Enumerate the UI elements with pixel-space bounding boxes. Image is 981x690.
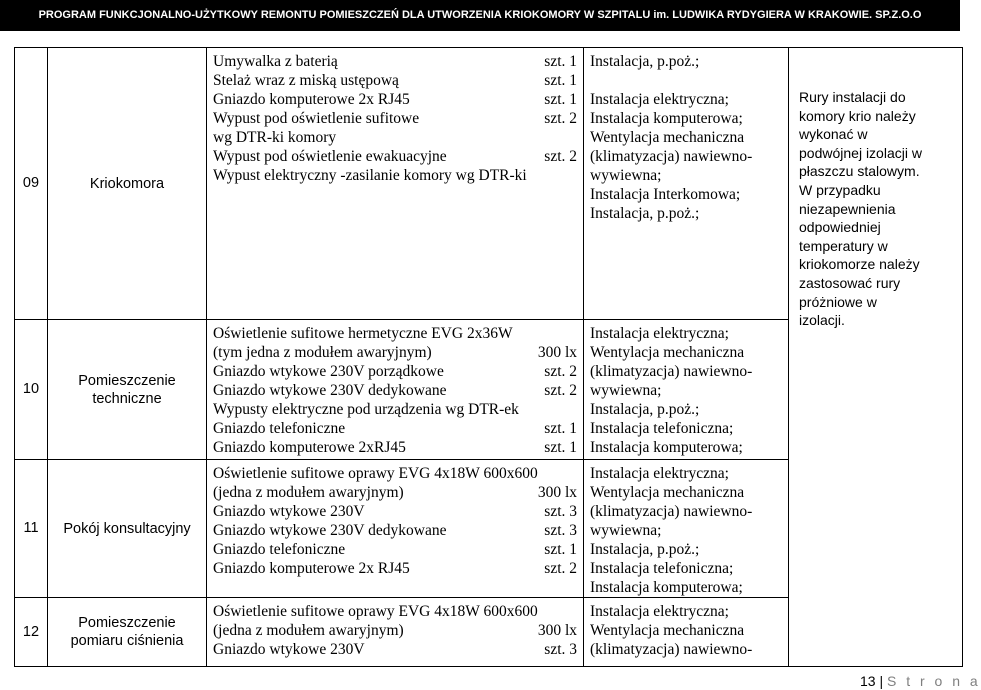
equipment-item: Oświetlenie sufitowe hermetyczne EVG 2x36W [213, 325, 513, 342]
equipment-item: Wypust elektryczny -zasilanie komory wg DTR-ki [213, 167, 527, 184]
equipment-cell [207, 48, 584, 320]
room-name: Pokój konsultacyjny [48, 460, 207, 598]
installations-cell [584, 598, 789, 667]
equipment-item: Umywalka z baterią [213, 53, 338, 70]
equipment-item: Gniazdo telefoniczne [213, 541, 346, 558]
room-name: Pomieszczenie pomiaru ciśnienia [48, 598, 207, 667]
equipment-line [213, 147, 577, 166]
note-line: próżniowe w [799, 293, 877, 310]
installation-line: Instalacja elektryczna; [590, 91, 729, 108]
equipment-item: Wypust pod oświetlenie ewakuacyjne [213, 148, 447, 165]
installation-line: Instalacja elektryczna; [590, 603, 729, 620]
installations-cell [584, 320, 789, 460]
note-line: Rury instalacji do [799, 89, 906, 105]
equipment-line [213, 502, 577, 521]
rooms-table [14, 47, 963, 667]
note-line: kriokomorze należy [799, 256, 920, 273]
page-label: S t r o n a [887, 673, 981, 689]
installations-cell [584, 48, 789, 320]
equipment-item: Oświetlenie sufitowe oprawy EVG 4x18W 600x600 [213, 603, 538, 620]
installation-line: Instalacja telefoniczna; [590, 560, 734, 577]
note-line: podwójnej izolacji w [799, 144, 922, 161]
room-name: Pomieszczenie techniczne [48, 320, 207, 460]
equipment-line [213, 128, 577, 147]
equipment-line [213, 166, 577, 185]
equipment-line [213, 71, 577, 90]
installation-line: Wentylacja mechaniczna [590, 344, 745, 361]
note-line: temperatury w [799, 237, 888, 254]
equipment-qty: szt. 2 [544, 560, 577, 577]
equipment-line [213, 343, 577, 362]
equipment-qty: szt. 2 [544, 382, 577, 399]
installation-line: Instalacja, p.poż.; [590, 401, 700, 418]
installation-line: Instalacja Interkomowa; [590, 186, 741, 203]
equipment-item: Gniazdo wtykowe 230V [213, 503, 365, 520]
equipment-line [213, 640, 577, 659]
page-footer [860, 673, 981, 689]
installation-line: Instalacja, p.poż.; [590, 205, 700, 222]
equipment-qty: szt. 1 [544, 72, 577, 89]
equipment-qty: szt. 1 [544, 439, 577, 456]
installation-line: Instalacja telefoniczna; [590, 420, 734, 437]
equipment-line [213, 381, 577, 400]
equipment-item: Gniazdo wtykowe 230V dedykowane [213, 522, 447, 539]
note-line: izolacji. [799, 312, 845, 329]
equipment-item: Gniazdo wtykowe 230V porządkowe [213, 363, 444, 380]
equipment-item: Wypust pod oświetlenie sufitowe [213, 110, 420, 127]
note-line: W przypadku [799, 181, 881, 198]
equipment-item: (jedna z modułem awaryjnym) [213, 484, 404, 501]
equipment-item: wg DTR-ki komory [213, 129, 337, 146]
equipment-line [213, 419, 577, 438]
room-name: Kriokomora [48, 48, 207, 320]
installation-line: wywiewna; [590, 522, 662, 539]
equipment-qty: szt. 1 [544, 53, 577, 70]
installations-cell [584, 460, 789, 598]
equipment-line [213, 602, 577, 621]
equipment-cell [207, 320, 584, 460]
installation-line: Instalacja elektryczna; [590, 325, 729, 342]
equipment-item: Gniazdo komputerowe 2x RJ45 [213, 91, 410, 108]
note-line: zastosować rury [799, 274, 901, 291]
installation-line: Instalacja, p.poż.; [590, 541, 700, 558]
equipment-item: Gniazdo komputerowe 2xRJ45 [213, 439, 406, 456]
installation-line: Instalacja elektryczna; [590, 465, 729, 482]
installation-line: Wentylacja mechaniczna [590, 484, 745, 501]
installation-line: Wentylacja mechaniczna [590, 129, 745, 146]
document-header: PROGRAM FUNKCJONALNO-UŻYTKOWY REMONTU POMIESZCZEŃ DLA UTWORZENIA KRIOKOMORY W SZPITALU im. LUDWIKA RYDYGIERA W KRAKOWIE. SP.Z.O.O [0, 0, 960, 31]
equipment-line [213, 540, 577, 559]
note-line: odpowiedniej [799, 219, 881, 236]
installation-line: wywiewna; [590, 382, 662, 399]
equipment-item: Stelaż wraz z miską ustępową [213, 72, 399, 89]
equipment-line [213, 52, 577, 71]
equipment-qty: 300 lx [537, 484, 577, 501]
equipment-line [213, 362, 577, 381]
equipment-qty: szt. 3 [544, 522, 577, 539]
equipment-qty: szt. 2 [544, 363, 577, 380]
equipment-qty: 300 lx [537, 622, 577, 639]
installation-line: Instalacja, p.poż.; [590, 53, 700, 70]
room-number: 09 [15, 48, 48, 320]
equipment-line [213, 464, 577, 483]
installation-line: (klimatyzacja) nawiewno- [590, 363, 753, 380]
equipment-item: (jedna z modułem awaryjnym) [213, 622, 404, 639]
equipment-line [213, 521, 577, 540]
equipment-item: Oświetlenie sufitowe oprawy EVG 4x18W 600x600 [213, 465, 538, 482]
table-row [15, 48, 963, 320]
equipment-line [213, 324, 577, 343]
installation-line: Instalacja komputerowa; [590, 439, 743, 456]
room-number: 12 [15, 598, 48, 667]
equipment-qty: szt. 2 [544, 110, 577, 127]
notes-cell [789, 48, 963, 667]
equipment-cell [207, 598, 584, 667]
equipment-line [213, 559, 577, 578]
equipment-item: (tym jedna z modułem awaryjnym) [213, 344, 432, 361]
installation-line: (klimatyzacja) nawiewno- [590, 641, 753, 658]
equipment-line [213, 438, 577, 457]
installation-line [590, 71, 782, 90]
installation-line: Wentylacja mechaniczna [590, 622, 745, 639]
equipment-qty: szt. 2 [544, 148, 577, 165]
equipment-qty: szt. 1 [544, 420, 577, 437]
equipment-qty: 300 lx [537, 344, 577, 361]
installation-line: Instalacja komputerowa; [590, 579, 743, 596]
equipment-item: Wypusty elektryczne pod urządzenia wg DTR-ek [213, 401, 519, 418]
page-number: 13 [860, 673, 876, 689]
equipment-item: Gniazdo komputerowe 2x RJ45 [213, 560, 410, 577]
equipment-line [213, 621, 577, 640]
equipment-line [213, 400, 577, 419]
equipment-qty: szt. 1 [544, 541, 577, 558]
installation-line: (klimatyzacja) nawiewno- [590, 148, 753, 165]
note-line: wykonać w [799, 126, 868, 143]
equipment-item: Gniazdo telefoniczne [213, 420, 346, 437]
equipment-qty: szt. 3 [544, 503, 577, 520]
note-line: niezapewnienia [799, 200, 896, 217]
note-line: płaszczu stalowym. [799, 163, 920, 180]
room-number: 10 [15, 320, 48, 460]
equipment-cell [207, 460, 584, 598]
equipment-line [213, 109, 577, 128]
installation-line: Instalacja komputerowa; [590, 110, 743, 127]
equipment-line [213, 90, 577, 109]
equipment-qty: szt. 1 [544, 91, 577, 108]
equipment-qty: szt. 3 [544, 641, 577, 658]
footer-separator: | [879, 673, 884, 689]
equipment-item: Gniazdo wtykowe 230V [213, 641, 365, 658]
room-number: 11 [15, 460, 48, 598]
equipment-item: Gniazdo wtykowe 230V dedykowane [213, 382, 447, 399]
installation-line: wywiewna; [590, 167, 662, 184]
equipment-line [213, 483, 577, 502]
note-line: komory krio należy [799, 107, 916, 124]
installation-line: (klimatyzacja) nawiewno- [590, 503, 753, 520]
